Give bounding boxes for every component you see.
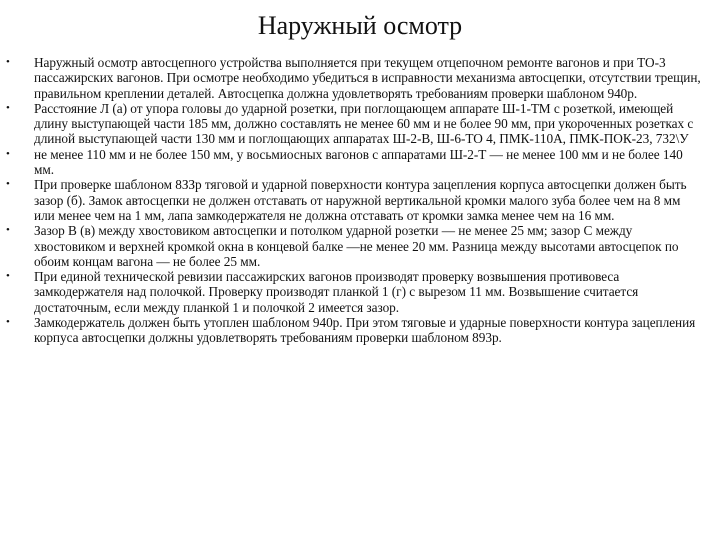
bullet-dot-icon: • bbox=[6, 224, 10, 237]
bullet-item bbox=[0, 101, 720, 147]
bullet-text: При проверке шаблоном 8ЗЗр тяговой и ударной поверхности контура зацепления корпуса автосцепки должен быть зазор (б). Замок автосцепки не должен отставать от наружной вертикальной кромки малого зуба более чем на 8 мм или менее чем на 1 мм, лапа замкодержателя не должна отставать от кромки замка менее чем на 16 мм. bbox=[34, 177, 687, 223]
bullet-text: Наружный осмотр автосцепного устройства выполняется при текущем отцепочном ремонте вагонов и при ТО-3 пассажирских вагонов. При осмотре необходимо убедиться в исправности механизма автосцепки, отсутствии трещин, правильном креплении деталей. Автосцепка должна удовлетворять требованиям проверки шаблоном 940р. bbox=[34, 55, 701, 101]
bullet-dot-icon: • bbox=[6, 178, 10, 191]
bullet-dot-icon: • bbox=[6, 270, 10, 283]
bullet-item bbox=[0, 315, 720, 346]
slide-title: Наружный осмотр bbox=[257, 11, 463, 40]
bullet-text: Зазор В (в) между хвостовиком автосцепки и потолком ударной розетки — не менее 25 мм; зазор С между хвостовиком и верхней кромкой окна в концевой балке —не менее 20 мм. Разница между высотами автосцепок по обоим концам вагона — не более 25 мм. bbox=[34, 223, 679, 269]
bullet-text: Замкодержатель должен быть утоплен шаблоном 940р. При этом тяговые и ударные поверхности контура зацепления корпуса автосцепки должны удовлетворять требованиям проверки шаблоном 893р. bbox=[34, 315, 696, 346]
bullet-dot-icon: • bbox=[6, 56, 10, 68]
bullet-item bbox=[0, 55, 720, 101]
bullet-dot-icon: • bbox=[6, 147, 10, 160]
bullet-text: Расстояние Л (а) от упора головы до ударной розетки, при поглощающем аппарате Ш-1-ТМ с розеткой, имеющей длину выступающей части 185 мм, должно составлять не менее 60 мм и не более 90 мм, при укороченных розетках с длиной выступающей части 130 мм и поглощающих аппаратах Ш-2-В, Ш-6-ТО 4, ПМК-110А, ПМК-ПОК-23, 732\У bbox=[34, 100, 694, 147]
bullet-item bbox=[0, 177, 720, 223]
bullet-list bbox=[0, 55, 720, 346]
bullet-dot-icon: • bbox=[6, 101, 10, 114]
bullet-dot-icon: • bbox=[6, 316, 10, 329]
bullet-text: не менее 110 мм и не более 150 мм, у восьмиосных вагонов с аппаратами Ш-2-Т — не менее 100 мм и не более 140 мм. bbox=[34, 146, 683, 178]
bullet-item bbox=[0, 269, 720, 315]
bullet-item bbox=[0, 223, 720, 269]
bullet-item bbox=[0, 147, 720, 178]
bullet-text: При единой технической ревизии пассажирских вагонов производят проверку возвышения противовеса замкодержателя над полочкой. Проверку производят планкой 1 (г) с вырезом 11 мм. Возвышение считается достаточным, если между планкой 1 и полочкой 2 имеется зазор. bbox=[34, 269, 639, 315]
